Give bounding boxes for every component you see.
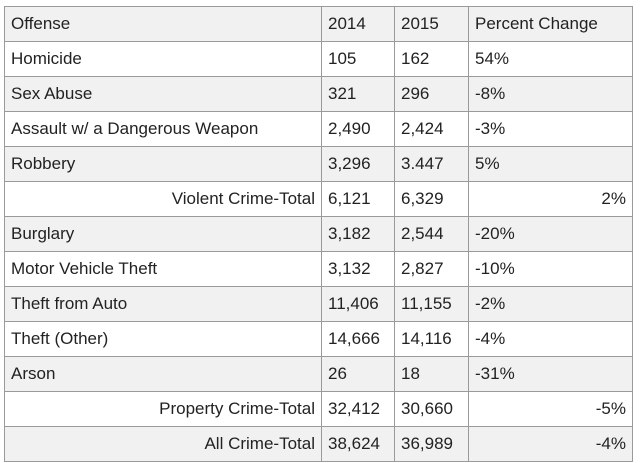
value-2014-cell: 105 (322, 42, 395, 77)
value-2014-cell: 11,406 (322, 287, 395, 322)
table-row (5, 217, 633, 252)
table-total-row (5, 392, 633, 427)
offense-cell: Violent Crime-Total (5, 182, 322, 217)
header-2014: 2014 (322, 7, 395, 42)
offense-cell: Homicide (5, 42, 322, 77)
header-offense: Offense (5, 7, 322, 42)
value-2014-cell: 6,121 (322, 182, 395, 217)
offense-cell: All Crime-Total (5, 427, 322, 462)
header-2015: 2015 (395, 7, 469, 42)
offense-cell: Arson (5, 357, 322, 392)
value-2015-cell: 36,989 (395, 427, 469, 462)
table-row (5, 42, 633, 77)
value-2015-cell: 14,116 (395, 322, 469, 357)
value-2014-cell: 3,132 (322, 252, 395, 287)
percent-change-cell: 54% (469, 42, 633, 77)
value-2014-cell: 38,624 (322, 427, 395, 462)
crime-statistics-table (4, 6, 633, 462)
offense-cell: Theft from Auto (5, 287, 322, 322)
percent-change-cell: -8% (469, 77, 633, 112)
table-row (5, 147, 633, 182)
percent-change-cell: -4% (469, 322, 633, 357)
value-2014-cell: 3,296 (322, 147, 395, 182)
offense-cell: Robbery (5, 147, 322, 182)
table-row (5, 322, 633, 357)
table-total-row (5, 427, 633, 462)
value-2015-cell: 18 (395, 357, 469, 392)
value-2015-cell: 296 (395, 77, 469, 112)
percent-change-cell: -31% (469, 357, 633, 392)
value-2015-cell: 2,544 (395, 217, 469, 252)
percent-change-cell: 5% (469, 147, 633, 182)
table-row (5, 252, 633, 287)
value-2015-cell: 30,660 (395, 392, 469, 427)
percent-change-cell: -5% (469, 392, 633, 427)
value-2015-cell: 3.447 (395, 147, 469, 182)
value-2014-cell: 32,412 (322, 392, 395, 427)
offense-cell: Sex Abuse (5, 77, 322, 112)
value-2014-cell: 2,490 (322, 112, 395, 147)
percent-change-cell: -3% (469, 112, 633, 147)
percent-change-cell: -20% (469, 217, 633, 252)
offense-cell: Motor Vehicle Theft (5, 252, 322, 287)
value-2014-cell: 321 (322, 77, 395, 112)
table-row (5, 77, 633, 112)
table-row (5, 112, 633, 147)
value-2015-cell: 6,329 (395, 182, 469, 217)
value-2015-cell: 2,424 (395, 112, 469, 147)
table-total-row (5, 182, 633, 217)
table-header-row (5, 7, 633, 42)
table-row (5, 287, 633, 322)
value-2015-cell: 2,827 (395, 252, 469, 287)
percent-change-cell: -10% (469, 252, 633, 287)
percent-change-cell: -4% (469, 427, 633, 462)
value-2014-cell: 14,666 (322, 322, 395, 357)
offense-cell: Property Crime-Total (5, 392, 322, 427)
table-row (5, 357, 633, 392)
percent-change-cell: 2% (469, 182, 633, 217)
value-2014-cell: 3,182 (322, 217, 395, 252)
offense-cell: Assault w/ a Dangerous Weapon (5, 112, 322, 147)
header-percent-change: Percent Change (469, 7, 633, 42)
offense-cell: Theft (Other) (5, 322, 322, 357)
value-2015-cell: 162 (395, 42, 469, 77)
percent-change-cell: -2% (469, 287, 633, 322)
offense-cell: Burglary (5, 217, 322, 252)
value-2014-cell: 26 (322, 357, 395, 392)
value-2015-cell: 11,155 (395, 287, 469, 322)
